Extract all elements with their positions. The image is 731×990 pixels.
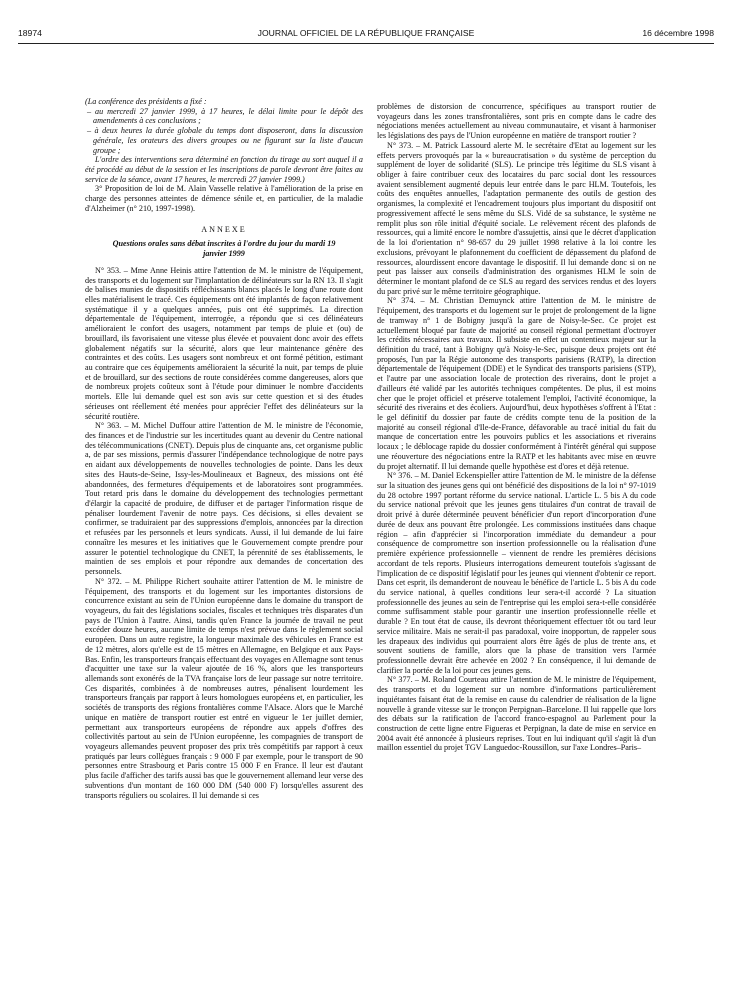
conference-item: – au mercredi 27 janvier 1999, à 17 heures, le délai limite pour le dépôt des amendements à ces conclusions ;: [87, 106, 363, 126]
left-column: [85, 97, 363, 982]
question-353: N° 353. – Mme Anne Heinis attire l'attention de M. le ministre de l'équipement, des transports et du logement sur l'implantation de délinéateurs sur la RN 13. Il s'agit de balises munies de dispositifs réfléchissants blancs placés le long d'une route dont elles matérialisent le tracé. Ces équipements ont été implantés de façon relativement systématique il y a quelques années, puis ont été supprimés. La direction départementale de l'équipement, interrogée, a répondu que si ces délinéateurs amélioraient le confort des usagers, notamment par temps de pluie et (ou) de brouillard, ils favorisaient une vitesse plus élevée et pouvaient donc avoir des effets globalement négatifs sur la sécurité, alors que leur maintenance génère des contraintes et des coûts. Les usagers sont nombreux et ont formé pétition, estimant au contraire que ces équipements amélioraient la sécurité la nuit, par temps de pluie et de brouillard, sur des sections de route considérées comme dangereuses, alors que de nombreux projets coûteux sont à l'étude pour diminuer le nombre d'accidents mortels. Elle lui demande quel est son avis sur cette question et si des études sérieuses ont réellement été menées pour apprécier l'effet des délinéateurs sur la sécurité routière.: [85, 265, 363, 421]
question-373: N° 373. – M. Patrick Lassourd alerte M. le secrétaire d'Etat au logement sur les effets pervers provoqués par la « bureaucratisation » du système de perception du supplément de loyer de solidarité (SLS). Le principe très légitime du SLS visant à obliger à faire contribuer ceux des locataires du parc social dont les ressources avaient sensiblement augmenté depuis leur entrée dans le parc HLM. Toutefois, les coûts des enquêtes annuelles, l'adaptation permanente des outils de gestion des organismes, la complexité et l'encadrement toujours plus important du dispositif ont progressivement affecté le sens même du SLS. Vidé de sa substance, le système ne remplit plus son rôle initial d'équité sociale. Le relèvement récent des plafonds de ressources, qui a limité encore le nombre d'assujettis, ainsi que le décret d'application de la loi d'orientation n° 98-657 du 29 juillet 1998 relative à la loi contre les exclusions, prévoyant le plafonnement du coefficient de dépassement du plafond de ressources, alourdissent encore davantage le dispositif. Il lui demande donc si on ne peut pas laisser aux conseils d'administration des organismes HLM le soin de déterminer le montant plafond de ce SLS au regard des services rendus et des loyers du parc privé sur le même territoire géographique.: [377, 140, 656, 296]
question-372: N° 372. – M. Philippe Richert souhaite attirer l'attention de M. le ministre de l'équipement, des transports et du logement sur les importantes distorsions de concurrence existant au sein de l'Union européenne dans le domaine du transport de voyageurs, du fait des législations sociales, fiscales et techniques très disparates d'un pays de l'Union à l'autre. Ainsi, tandis qu'en France la journée de travail ne peut excéder douze heures, aucune limite de temps n'est prévue dans le règlement social européen. Dans un autre registre, la longueur maximale des véhicules en France est de 12 mètres, alors qu'elle est de 15 mètres en Allemagne, en Belgique et aux Pays-Bas. Enfin, les transporteurs français effectuant des voyages en Allemagne sont tenus d'acquitter une taxe sur la valeur ajoutée de 16 %, alors que les transporteurs allemands sont exonérés de la TVA française lors de leur passage sur notre territoire. Ces disparités, combinées à de nombreuses autres, pénalisent lourdement les transporteurs français par rapport à leurs homologues européens et, en particulier, les sociétés de transports des régions frontalières comme l'Alsace. Alors que le Marché unique en matière de transport routier est entré en vigueur le 1er juillet dernier, permettant aux transporteurs européens de répondre aux appels d'offres des collectivités partout au sein de l'Union européenne, les compagnies de transport de voyageurs allemandes peuvent proposer des prix très compétitifs par rapport à ceux pratiqués par leurs collègues français : 9 000 F par exemple, pour le transport de 90 personnes entre Strasbourg et Paris contre 15 000 F en France. Il leur est d'autant plus facile d'afficher des tarifs aussi bas que le gouvernement allemand leur verse des subventions d'un montant de 160 000 DM (540 000 F) lorsqu'elles assurent des transports réguliers ou scolaires. Il lui demande si ces: [85, 576, 363, 800]
header-rule: [18, 43, 714, 44]
issue-date: 16 décembre 1998: [642, 28, 714, 38]
question-372-continued: problèmes de distorsion de concurrence, spécifiques au transport routier de voyageurs dans les zones transfrontalières, sont pris en compte dans le cadre des négociations menées actuellement au niveau communautaire, et visant à harmoniser les législations des pays de l'Union européenne en matière de transport routier ?: [377, 102, 656, 141]
annexe-heading: ANNEXE: [201, 224, 247, 234]
proposition-paragraph: 3° Proposition de loi de M. Alain Vasselle relative à l'amélioration de la prise en charge des personnes atteintes de démence sénile et, en particulier, de la maladie d'Alzheimer (n° 210, 1997-1998).: [85, 184, 363, 213]
right-column: [377, 102, 656, 987]
conference-block: [85, 97, 363, 184]
conference-item: – à deux heures la durée globale du temps dont disposeront, dans la discussion générale, les orateurs des divers groupes ou ne figurant sur la liste d'aucun groupe ;: [87, 126, 363, 155]
page-header: [18, 28, 714, 42]
question-376: N° 376. – M. Daniel Eckenspieller attire l'attention de M. le ministre de la défense sur la situation des jeunes gens qui ont bénéficié des dispositions de la loi n° 97-1019 du 28 octobre 1997 portant réforme du service national. L'article L. 5 bis A du code du service national prévoit que les jeunes gens titulaires d'un contrat de travail de droit privé à durée déterminée peuvent bénéficier d'un report d'incorporation d'une durée de deux ans pouvant être prolongée. Les commissions instituées dans chaque région – afin d'apprécier si l'incorporation immédiate du demandeur a pour conséquence de compromettre son insertion professionnelle ou la réalisation d'une première expérience professionnelle – viennent de rendre les premières décisions accordant de tels reports. Plusieurs interrogations demeurent toutefois s'agissant de l'implication de ce dispositif législatif pour les jeunes qui viennent d'obtenir ce report. Dans cet esprit, ils demanderont de nouveau le bénéfice de l'article L. 5 bis A du code du service national, à quelles conditions leur sera-t-il accordé ? La situation professionnelle des jeunes au sein de l'entreprise qui les emploi sera-t-elle considérée comme suffisamment stable pour garantir une insertion professionnelle réelle et durable ? En tout état de cause, ils devront théoriquement effectuer tôt ou tard leur service militaire. Mais ne serait-il pas paradoxal, voire inopportun, de rappeler sous les drapeaux des individus qui pourraient alors être âgés de plus de trente ans, et souvent soutiens de famille, alors que la phase de transition vers l'armée professionnelle devrait être achevée en 2002 ? En conséquence, il lui demande de clarifier la portée de la loi pour ces jeunes gens.: [377, 471, 656, 675]
journal-title: JOURNAL OFFICIEL DE LA RÉPUBLIQUE FRANÇAISE: [257, 28, 475, 38]
page-number: 18974: [18, 28, 42, 38]
question-377: N° 377. – M. Roland Courteau attire l'attention de M. le ministre de l'équipement, des transports et du logement sur un nombre d'informations particulièrement inquiétantes faisant état de la remise en cause du calendrier de réalisation de la ligne nouvelle à grande vitesse sur le tronçon Perpignan–Barcelone. Il lui rappelle que lors des débats sur la ratification de l'accord franco-espagnol au Parlement pour la construction de cette ligne entre Figueras et Perpignan, la date de mise en service en 2004 avait été annoncée à plusieurs reprises. Tout en lui indiquant qu'il s'agit là d'un maillon essentiel du projet TGV Languedoc-Roussillon, sur l'axe Londres–Paris–: [377, 675, 656, 753]
question-363: N° 363. – M. Michel Duffour attire l'attention de M. le ministre de l'économie, des finances et de l'industrie sur les incertitudes quant au devenir du Centre national des télécommunications (CNET). Depuis plus de cinquante ans, cet organisme public a, de par ses missions, permis d'assurer l'indépendance technologique de notre pays en aidant aux développements de nouvelles technologies de pointe. Dans les deux sites des Hauts-de-Seine, Issy-les-Moulineaux et Bagneux, des missions ont été abandonnées, des fermetures d'équipements et de laboratoires sont programmées. Tout retard pris dans le domaine du développement des technologies permettant d'élargir la capacité de produire, de diffuser et de partager l'information risque de pénaliser lourdement l'avenir de notre pays. Ces décisions, si elles devaient se confirmer, se traduiraient par des suppressions d'emplois, annoncées par la direction et refusées par les personnels et leurs syndicats. Aussi, il lui demande de lui faire connaître les mesures et les initiatives que le Gouvernement compte prendre pour assurer le potentiel technologique du CNET, la pérennité de ses établissements, le maintien de ses emplois et pour répondre aux demandes de concertation des personnels.: [85, 421, 363, 577]
question-374: N° 374. – M. Christian Demuynck attire l'attention de M. le ministre de l'équipement, des transports et du logement sur le projet de prolongement de la ligne de tramway n° 1 de Bobigny jusqu'à la gare de Noisy-le-Sec. Ce projet est actuellement bloqué par faute de majorité au conseil régional permettant d'octroyer les crédits nécessaires aux travaux. Il subsiste en effet un contentieux majeur sur la définition du tracé, tant à Bobigny qu'à Noisy-le-Sec, puisque deux projets ont été proposés, l'un par la Régie autonome des transports parisiens (RATP), la direction départementale de l'équipement (DDE) et le Syndicat des transports parisiens (STP), et l'autre par une association locale de protection des riverains, dont le projet a d'ailleurs été validé par les autorités techniques compétentes. De plus, il est moins cher que le projet officiel et préserve totalement l'emploi, l'activité économique, la sécurité des riverains et des écoliers. Aujourd'hui, deux hypothèses s'offrent à l'Etat : le gel définitif du dossier par faute de crédits compte tenu de la position de la majorité au conseil régional d'Ile-de-France, défavorable au tracé initial du fait du manque de concertation entre les pouvoirs publics et les associations et riverains locaux ; le déblocage rapide du dossier conformément à l'intérêt général qui suppose une réouverture des négociations entre la RATP et les habitants avec mise en œuvre du projet alternatif. Il lui demande quelle hypothèse est d'ores et déjà retenue.: [377, 296, 656, 471]
questions-title: Questions orales sans débat inscrites à l'ordre du jour du mardi 19 janvier 1999: [112, 239, 336, 259]
conference-intro: (La conférence des présidents a fixé :: [85, 97, 207, 106]
conference-closing: L'ordre des interventions sera déterminé en fonction du tirage au sort auquel il a été procédé au début de la session et les inscriptions de parole devront être faites au service de la séance, avant 17 heures, le mercredi 27 janvier 1999.): [85, 155, 363, 184]
